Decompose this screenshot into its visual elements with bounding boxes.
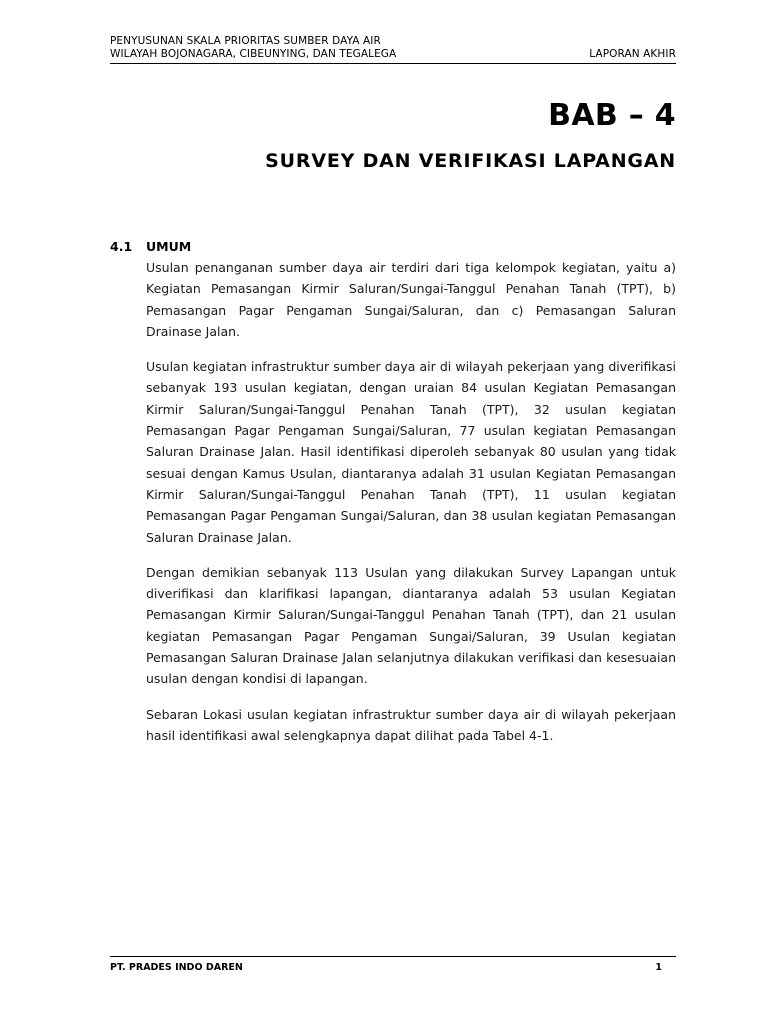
section-number: 4.1 [110, 239, 133, 254]
page-number: 1 [655, 962, 662, 973]
section-title: UMUM [146, 239, 192, 254]
body-paragraph: Sebaran Lokasi usulan kegiatan infrastruktur sumber daya air di wilayah pekerjaan hasil identifikasi awal selengkapnya dapat dilihat pada Tabel 4-1. [146, 706, 676, 743]
chapter-number: BAB – 4 [548, 98, 676, 133]
page-footer [110, 962, 676, 973]
page-header [110, 35, 676, 61]
body-paragraph: Dengan demikian sebanyak 113 Usulan yang dilakukan Survey Lapangan untuk diverifikasi dan klarifikasi lapangan, diantaranya adalah 53 usulan Kegiatan Pemasangan Kirmir Saluran/Sungai-Tanggul Penahan Tanah (TPT), dan 21 usulan kegiatan Pemasangan Pagar Pengaman Sungai/Saluran, 39 Usulan kegiatan Pemasangan Saluran Drainase Jalan selanjutnya dilakukan verifikasi dan kesesuaian usulan dengan kondisi di lapangan. [146, 564, 676, 687]
section-body [146, 257, 676, 760]
header-project-title-line2: WILAYAH BOJONAGARA, CIBEUNYING, DAN TEGALEGA [110, 48, 397, 60]
header-report-type: LAPORAN AKHIR [589, 48, 676, 60]
body-paragraph: Usulan penanganan sumber daya air terdiri dari tiga kelompok kegiatan, yaitu a) Kegiatan Pemasangan Kirmir Saluran/Sungai-Tanggul Penahan Tanah (TPT), b) Pemasangan Pagar Pengaman Sungai/Saluran, dan c) Pemasangan Saluran Drainase Jalan. [146, 260, 676, 339]
footer-company: PT. PRADES INDO DAREN [110, 962, 243, 973]
chapter-title: SURVEY DAN VERIFIKASI LAPANGAN [265, 150, 676, 172]
header-row-1 [110, 35, 676, 48]
section-heading [110, 239, 191, 254]
header-divider [110, 63, 676, 64]
footer-divider [110, 956, 676, 957]
header-row-2 [110, 48, 676, 61]
header-project-title-line1: PENYUSUNAN SKALA PRIORITAS SUMBER DAYA AIR [110, 35, 381, 47]
body-paragraph: Usulan kegiatan infrastruktur sumber daya air di wilayah pekerjaan yang diverifikasi sebanyak 193 usulan kegiatan, dengan uraian 84 usulan Kegiatan Pemasangan Kirmir Saluran/Sungai-Tanggul Penahan Tanah (TPT), 32 usulan kegiatan Pemasangan Pagar Pengaman Sungai/Saluran, 77 usulan kegiatan Pemasangan Saluran Drainase Jalan. Hasil identifikasi diperoleh sebanyak 80 usulan yang tidak sesuai dengan Kamus Usulan, diantaranya adalah 31 usulan Kegiatan Pemasangan Kirmir Saluran/Sungai-Tanggul Penahan Tanah (TPT), 11 usulan kegiatan Pemasangan Pagar Pengaman Sungai/Saluran, dan 38 usulan kegiatan Pemasangan Saluran Drainase Jalan. [146, 359, 676, 545]
